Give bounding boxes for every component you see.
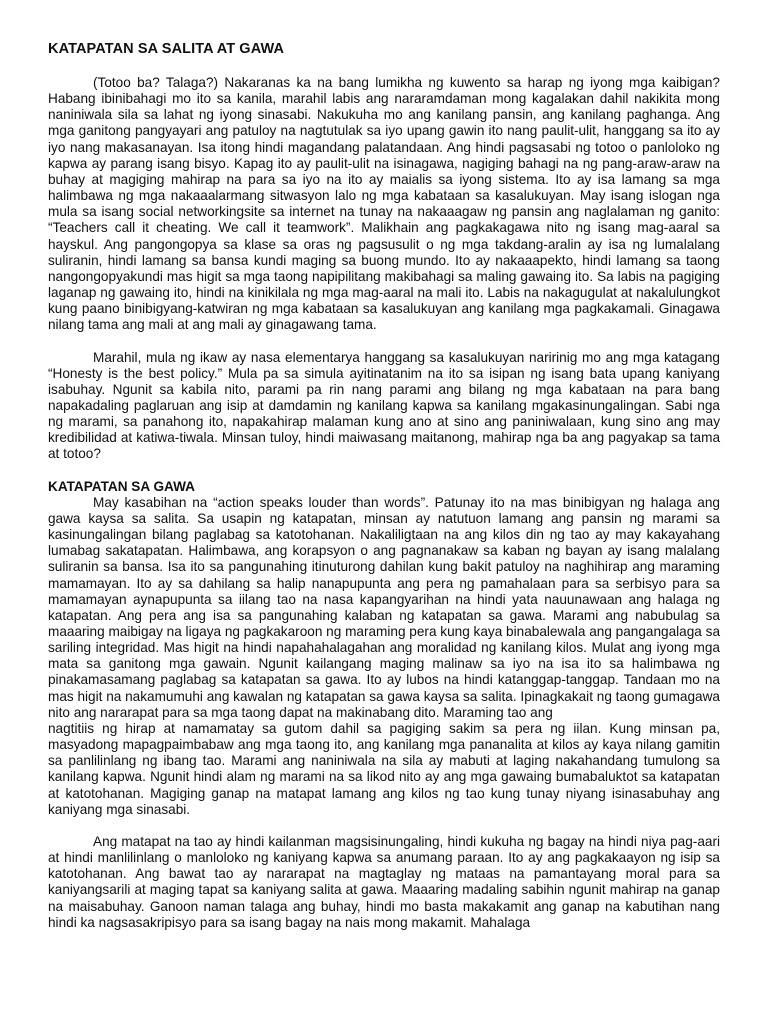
- document-title: KATAPATAN SA SALITA AT GAWA: [48, 41, 285, 57]
- section-heading-katapatan-sa-gawa: KATAPATAN SA GAWA: [48, 478, 195, 494]
- document-body: [48, 40, 720, 931]
- gawa-paragraph-2: nagtitiis ng hirap at namamatay sa gutom dahil sa pagiging sakim sa pera ng iilan. Kung minsan pa, masyadong mapagpaimbabaw ang mga taong ito, ang kanilang mga pananalita at kilos ay kaya nilang gamitin sa panlilinlang ng ibang tao. Marami ang naniniwala na sila ay mabuti at laging nakahandang tumulong sa kanilang kapwa. Ngunit hindi alam ng marami na sa likod nito ay ang mga gawaing bumabaluktot sa katapatan at katotohanan. Magiging ganap na matapat lamang ang kilos ng tao kung tunay niyang isinasabuhay ang kaniyang mga sinasabi.: [48, 720, 720, 817]
- intro-paragraph-1: (Totoo ba? Talaga?) Nakaranas ka na bang lumikha ng kuwento sa harap ng iyong mga kaibigan? Habang ibinibahagi mo ito sa kanila, marahil labis ang nararamdaman mong kagalakan dahil nakikita mong naniniwala sila sa lahat ng iyong sinasabi. Nakukuha mo ang kanilang pansin, ang kanilang paghanga. Ang mga ganitong pangyayari ang patuloy na nagtutulak sa iyo upang gawin ito nang paulit-ulit, hanggang sa ito ay iyo nang makasanayan. Isa itong hindi magandang palatandaan. Ang hindi pagsasabi ng totoo o panloloko ng kapwa ay parang isang bisyo. Kapag ito ay paulit-ulit na isinagawa, nagiging bahagi na ng pang-araw-araw na buhay at magiging mahirap na para sa iyo na ito ay maialis sa iyong sistema. Ito ay isa lamang sa mga halimbawa ng mga nakaaalarmang sitwasyon lalo ng mga kabataan sa kasalukuyan. May isang islogan nga mula sa isang social networkingsite sa internet na tunay na nakaaagaw ng pansin ang naglalaman ng ganito: “Teachers call it cheating. We call it teamwork”. Malikhain ang pagkakagawa nito ng isang mag-aaral sa hayskul. Ang pangongopya sa klase sa oras ng pagsusulit o ng mga takdang-aralin ay isa ng lumalalang suliranin, hindi lamang sa bansa kundi maging sa buong mundo. Ito ay nakaaapekto, hindi lamang sa taong nangongopyakundi mas higit sa mga taong napipilitang makibahagi sa maling gawaing ito. Sa labis na pagiging laganap ng gawaing ito, hindi na kinikilala ng mga mag-aaral na mali ito. Labis na nakagugulat at nakalulungkot kung paano binibigyang-katwiran ng mga kabataan sa kasalukuyan ang kanilang mga pagkakamali. Ginagawa nilang tama ang mali at ang mali ay ginagawang tama.: [48, 75, 720, 333]
- gawa-paragraph-3: Ang matapat na tao ay hindi kailanman magsisinungaling, hindi kukuha ng bagay na hindi niya pag-aari at hindi manlilinlang o manloloko ng kaniyang kapwa sa anumang paraan. Ito ay ang pagkakaayon ng isip sa katotohanan. Ang bawat tao ay nararapat na magtaglay ng mataas na pamantayang moral para sa kaniyangsarili at maging tapat sa kaniyang salita at gawa. Maaaring madaling sabihin ngunit mahirap na ganap na maisabuhay. Ganoon naman talaga ang buhay, hindi mo basta makakamit ang ganap na kabutihan nang hindi ka nagsasakripisyo para sa isang bagay na nais mong makamit. Mahalaga: [48, 833, 720, 930]
- intro-paragraph-2: Marahil, mula ng ikaw ay nasa elementarya hanggang sa kasalukuyan naririnig mo ang mga katagang “Honesty is the best policy.” Mula pa sa simula ayitinatanim na ito sa isipan ng isang bata upang kaniyang isabuhay. Ngunit sa kabila nito, parami pa rin nang parami ang bilang ng mga kabataan na para bang napakadaling paglaruan ang isip at damdamin ng kanilang kapwa sa kanilang mgakasinungalingan. Sabi nga ng marami, sa panahong ito, napakahirap malaman kung ano at sino ang paniniwalaan, kung sino ang may kredibilidad at katiwa-tiwala. Minsan tuloy, hindi maiwasang maitanong, mahirap nga ba ang pagyakap sa tama at totoo?: [48, 349, 720, 462]
- gawa-paragraph-1: May kasabihan na “action speaks louder than words”. Patunay ito na mas binibigyan ng halaga ang gawa kaysa sa salita. Sa usapin ng katapatan, minsan ay natutuon lamang ang pansin ng marami sa kasinungalingan bilang paglabag sa katotohanan. Nakaliligtaan na ang kilos din ng tao ay may kakayahang lumabag sakatapatan. Halimbawa, ang korapsyon o ang pagnanakaw sa kaban ng bayan ay isang malalang suliranin sa bansa. Isa ito sa pangunahing itinuturong dahilan kung bakit patuloy na naghihirap ang maraming mamamayan. Ito ay sa dahilang sa halip nanapupunta ang pera ng pamahalaan para sa serbisyo para sa mamamayan aynapupunta sa iilang tao na nasa kapangyarihan na hindi yata nauunawaan ang halaga ng katapatan. Ang pera ang isa sa pangunahing kalaban ng katapatan sa gawa. Marami ang nabubulag sa maaaring maibigay na ligaya ng pagkakaroon ng maraming pera kung kaya binabalewala ang pangangalaga sa sariling integridad. Mas higit na hindi napahahalagahan ang moralidad ng kanilang kilos. Mulat ang iyong mga mata sa ganitong mga gawain. Ngunit kailangang maging malinaw sa iyo na isa ito sa halimbawa ng pinakamasamang paglabag sa katapatan sa gawa. Ito ay lubos na hindi katanggap-tanggap. Tandaan mo na mas higit na nakamumuhi ang kawalan ng katapatan sa gawa kaysa sa salita. Ipinagkakait ng taong gumagawa nito ang nararapat para sa mga taong dapat na makinabang dito. Maraming tao ang: [48, 494, 720, 720]
